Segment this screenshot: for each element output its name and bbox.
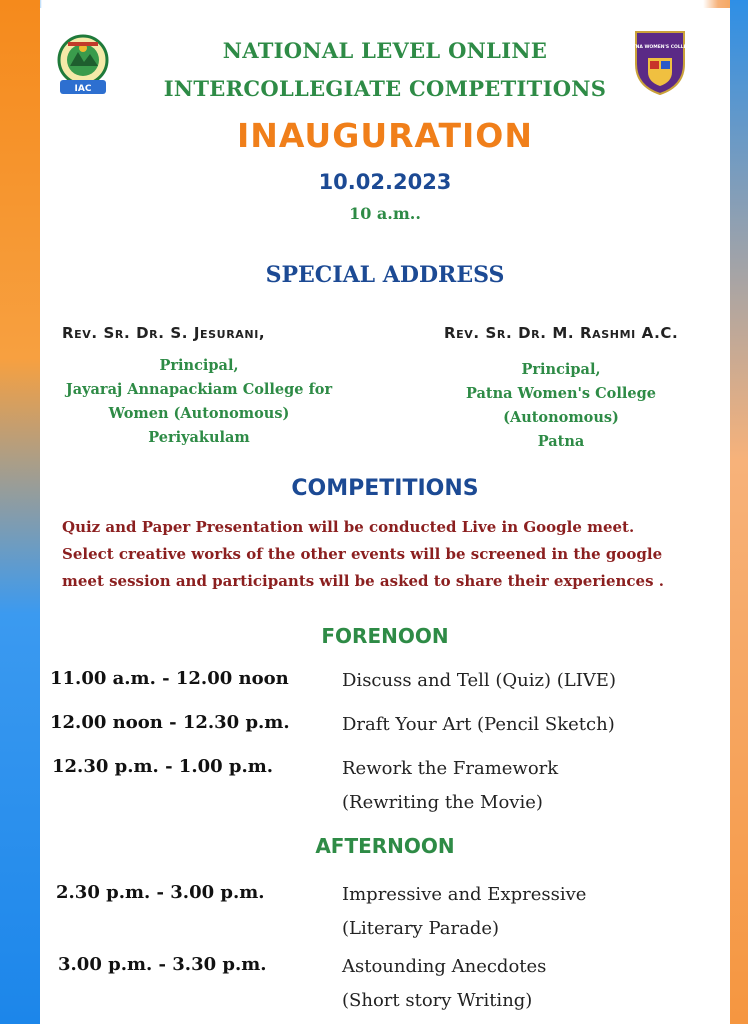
afternoon-heading: AFTERNOON [315, 834, 455, 858]
speaker-2-details [416, 358, 706, 454]
poster-page [40, 8, 730, 1024]
event-title: INAUGURATION [237, 116, 533, 155]
speaker-1-place: Periyakulam [148, 429, 250, 446]
speaker-1-name: Rev. Sr. Dr. S. Jesurani, [62, 324, 266, 342]
afternoon-row-1-event [342, 878, 586, 946]
logo-left-text: IAC [74, 84, 92, 94]
event-time: 10 a.m.. [349, 204, 421, 223]
afternoon-row-1-event-line-1: Impressive and Expressive [342, 884, 587, 905]
competitions-line-1: Quiz and Paper Presentation will be conducted Live in Google meet. [62, 518, 635, 536]
afternoon-row-2-event-line-2: (Short story Writing) [342, 990, 533, 1011]
competitions-description [62, 514, 712, 595]
speaker-2-role: Principal, [521, 361, 601, 378]
forenoon-row-3-time: 12.30 p.m. - 1.00 p.m. [52, 756, 274, 777]
afternoon-row-2-event-line-1: Astounding Anecdotes [342, 956, 547, 977]
forenoon-row-2-time: 12.00 noon - 12.30 p.m. [50, 712, 290, 733]
speaker-2-name: Rev. Sr. Dr. M. Rashmi A.C. [444, 324, 679, 342]
speaker-2-place: Patna [537, 433, 585, 450]
title-line-1: NATIONAL LEVEL ONLINE [222, 38, 548, 63]
speaker-2-college: Patna Women's College [466, 385, 656, 402]
forenoon-row-3-event-line-1: Rework the Framework [342, 758, 559, 779]
forenoon-row-3-event [342, 752, 558, 820]
forenoon-heading: FORENOON [321, 624, 449, 648]
competitions-line-3: meet session and participants will be asked to share their experiences . [62, 572, 664, 590]
event-date: 10.02.2023 [318, 170, 452, 194]
left-border-gradient [0, 0, 40, 1024]
special-address-heading: SPECIAL ADDRESS [265, 262, 505, 288]
afternoon-row-2-time: 3.00 p.m. - 3.30 p.m. [58, 954, 267, 975]
afternoon-row-2-event [342, 950, 546, 1018]
logo-right-text: PATNA WOMEN'S COLLEGE [626, 45, 694, 50]
speaker-2-college-2: (Autonomous) [503, 409, 619, 426]
speaker-1-college-2: Women (Autonomous) [108, 405, 290, 422]
speaker-1-college: Jayaraj Annapackiam College for [65, 381, 333, 398]
afternoon-row-1-event-line-2: (Literary Parade) [342, 918, 500, 939]
forenoon-row-2-event: Draft Your Art (Pencil Sketch) [342, 714, 615, 735]
speaker-1-details [40, 354, 358, 450]
speaker-1-role: Principal, [159, 357, 239, 374]
forenoon-row-1-time: 11.00 a.m. - 12.00 noon [50, 668, 289, 689]
forenoon-row-3-event-line-2: (Rewriting the Movie) [342, 792, 543, 813]
competitions-heading: COMPETITIONS [291, 476, 479, 501]
competitions-line-2: Select creative works of the other events will be screened in the google [62, 545, 663, 563]
title-line-2: INTERCOLLEGIATE COMPETITIONS [163, 76, 607, 101]
right-border-gradient [730, 0, 748, 1024]
afternoon-row-1-time: 2.30 p.m. - 3.00 p.m. [56, 882, 265, 903]
forenoon-row-1-event: Discuss and Tell (Quiz) (LIVE) [342, 670, 616, 691]
